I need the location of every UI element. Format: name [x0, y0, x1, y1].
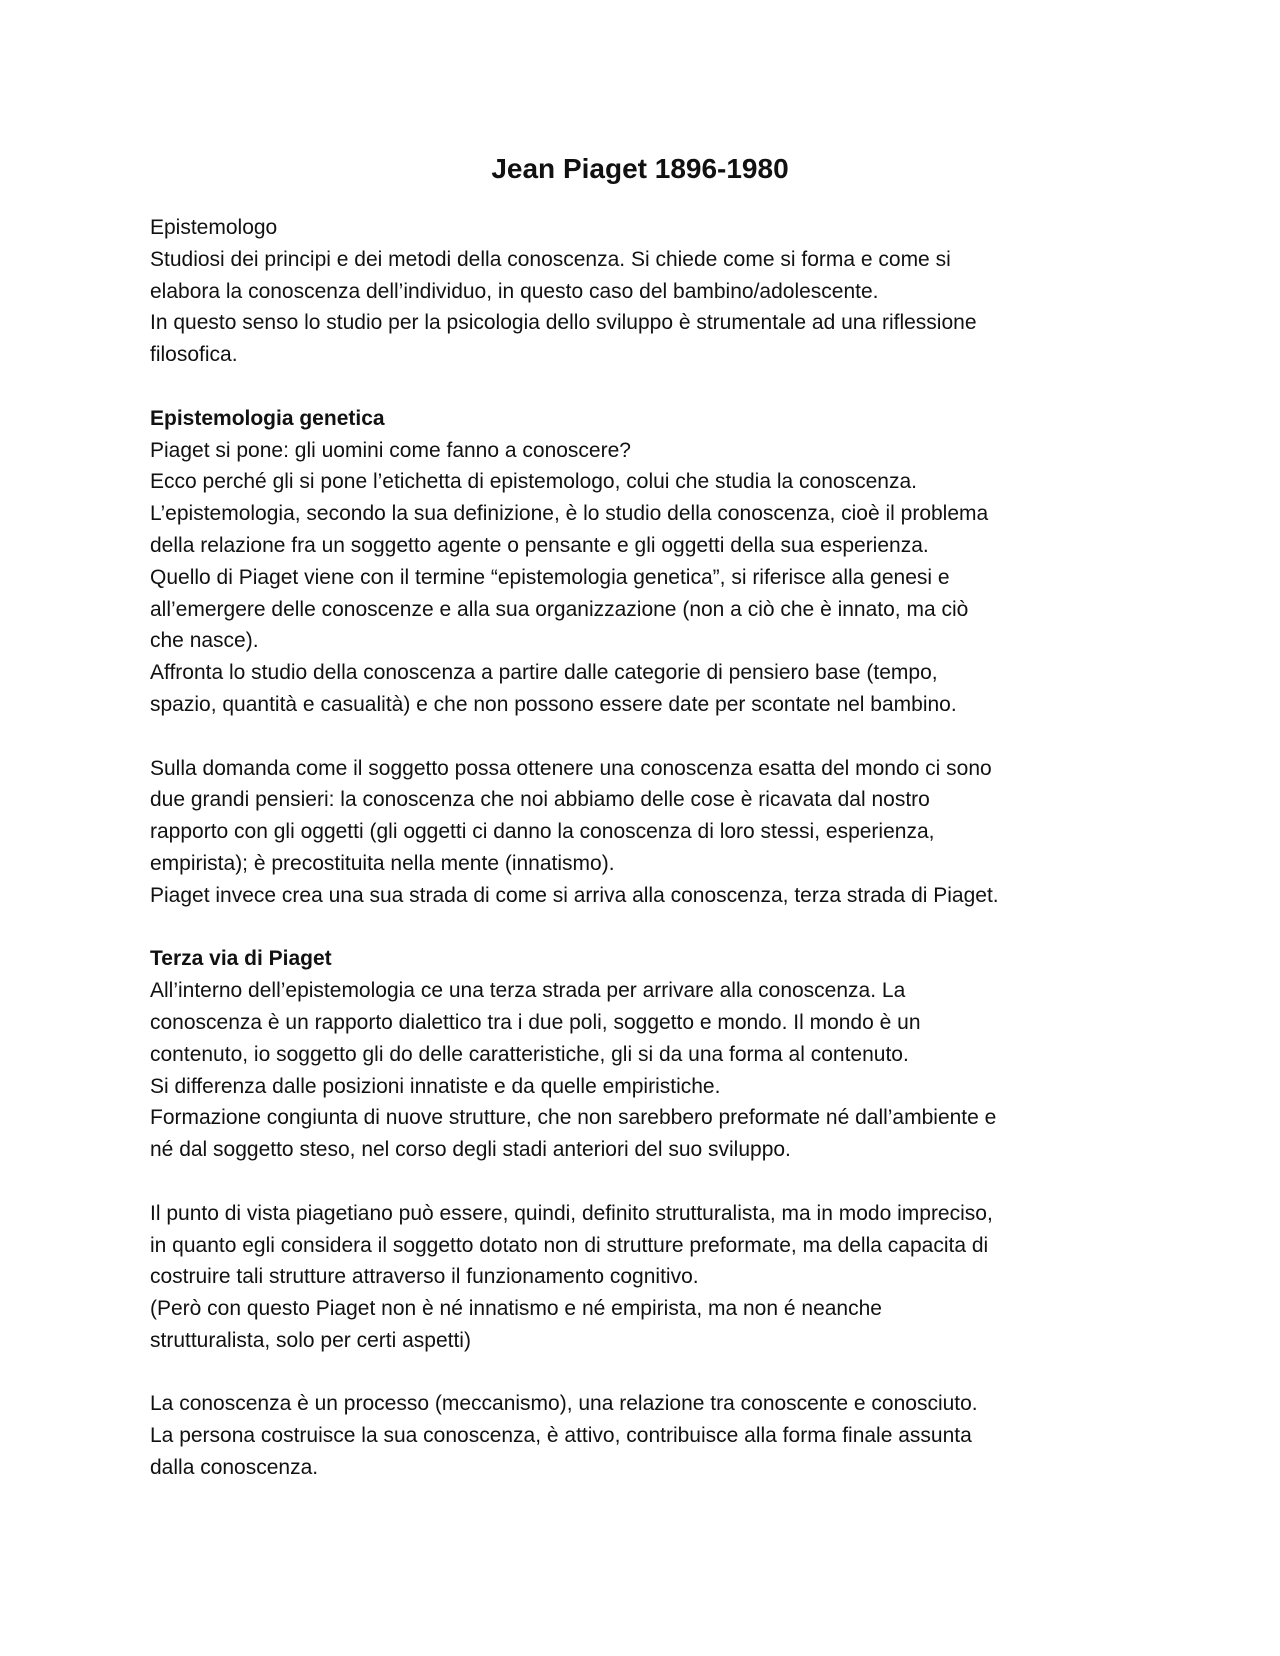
text-line: Piaget si pone: gli uomini come fanno a conoscere? [150, 438, 631, 462]
text-line: dalla conoscenza. [150, 1456, 319, 1480]
section-heading: Terza via di Piaget [150, 947, 332, 971]
text-line: Quello di Piaget viene con il termine “epistemologia genetica”, si riferisce alla genesi e [150, 565, 950, 589]
text-line: Formazione congiunta di nuove strutture, che non sarebbero preformate né dall’ambiente e [150, 1106, 997, 1130]
text-line: filosofica. [150, 343, 238, 367]
section-3 [150, 943, 1130, 1166]
text-line: Piaget invece crea una sua strada di come si arriva alla conoscenza, terza strada di Piaget. [150, 883, 999, 907]
text-line: né dal soggetto steso, nel corso degli stadi anteriori del suo sviluppo. [150, 1138, 791, 1162]
text-line: conoscenza è un rapporto dialettico tra i due poli, soggetto e mondo. Il mondo è un [150, 1010, 921, 1034]
text-line: rapporto con gli oggetti (gli oggetti ci danno la conoscenza di loro stessi, esperienza, [150, 820, 935, 844]
text-line: della relazione fra un soggetto agente o pensante e gli oggetti della sua esperienza. [150, 533, 929, 557]
paragraph-gap [150, 721, 1130, 753]
text-line: all’emergere delle conoscenze e alla sua organizzazione (non a ciò che è innato, ma ciò [150, 597, 969, 621]
text-line: L’epistemologia, secondo la sua definizione, è lo studio della conoscenza, cioè il problema [150, 502, 989, 526]
text-line: La conoscenza è un processo (meccanismo), una relazione tra conoscente e conosciuto. [150, 1392, 978, 1416]
paragraph-gap [150, 1357, 1130, 1389]
text-line: Il punto di vista piagetiano può essere, quindi, definito strutturalista, ma in modo impreciso, [150, 1201, 993, 1225]
paragraph-gap [150, 371, 1130, 403]
text-line: Si differenza dalle posizioni innatiste e da quelle empiristiche. [150, 1074, 721, 1098]
text-line: Affronta lo studio della conoscenza a partire dalle categorie di pensiero base (tempo, [150, 661, 938, 685]
document-body [150, 212, 1130, 1484]
text-line: Ecco perché gli si pone l’etichetta di epistemologo, colui che studia la conoscenza. [150, 470, 917, 494]
section-1 [150, 403, 1130, 721]
text-line: costruire tali strutture attraverso il funzionamento cognitivo. [150, 1265, 699, 1289]
document-title: Jean Piaget 1896-1980 [491, 153, 789, 184]
section-0 [150, 212, 1130, 371]
text-line: che nasce). [150, 629, 259, 653]
document-page [150, 150, 1130, 1484]
text-line: elabora la conoscenza dell’individuo, in questo caso del bambino/adolescente. [150, 279, 879, 303]
text-line: Epistemologo [150, 216, 278, 239]
paragraph-gap [150, 912, 1130, 944]
section-5 [150, 1388, 1130, 1483]
text-line: empirista); è precostituita nella mente (innatismo). [150, 851, 615, 875]
text-line: due grandi pensieri: la conoscenza che noi abbiamo delle cose è ricavata dal nostro [150, 788, 930, 812]
text-line: (Però con questo Piaget non è né innatismo e né empirista, ma non é neanche [150, 1297, 882, 1321]
section-4 [150, 1198, 1130, 1357]
text-line: In questo senso lo studio per la psicologia dello sviluppo è strumentale ad una riflessione [150, 311, 977, 335]
text-line: Sulla domanda come il soggetto possa ottenere una conoscenza esatta del mondo ci sono [150, 756, 992, 780]
text-line: in quanto egli considera il soggetto dotato non di strutture preformate, ma della capacita di [150, 1233, 989, 1257]
text-line: La persona costruisce la sua conoscenza, è attivo, contribuisce alla forma finale assunta [150, 1424, 972, 1448]
paragraph-gap [150, 1166, 1130, 1198]
section-2 [150, 753, 1130, 912]
text-line: spazio, quantità e casualità) e che non possono essere date per scontate nel bambino. [150, 692, 957, 716]
text-line: All’interno dell’epistemologia ce una terza strada per arrivare alla conoscenza. La [150, 979, 906, 1003]
section-heading: Epistemologia genetica [150, 406, 385, 430]
text-line: strutturalista, solo per certi aspetti) [150, 1328, 471, 1352]
text-line: Studiosi dei principi e dei metodi della conoscenza. Si chiede come si forma e come si [150, 247, 951, 271]
text-line: contenuto, io soggetto gli do delle caratteristiche, gli si da una forma al contenuto. [150, 1042, 909, 1066]
